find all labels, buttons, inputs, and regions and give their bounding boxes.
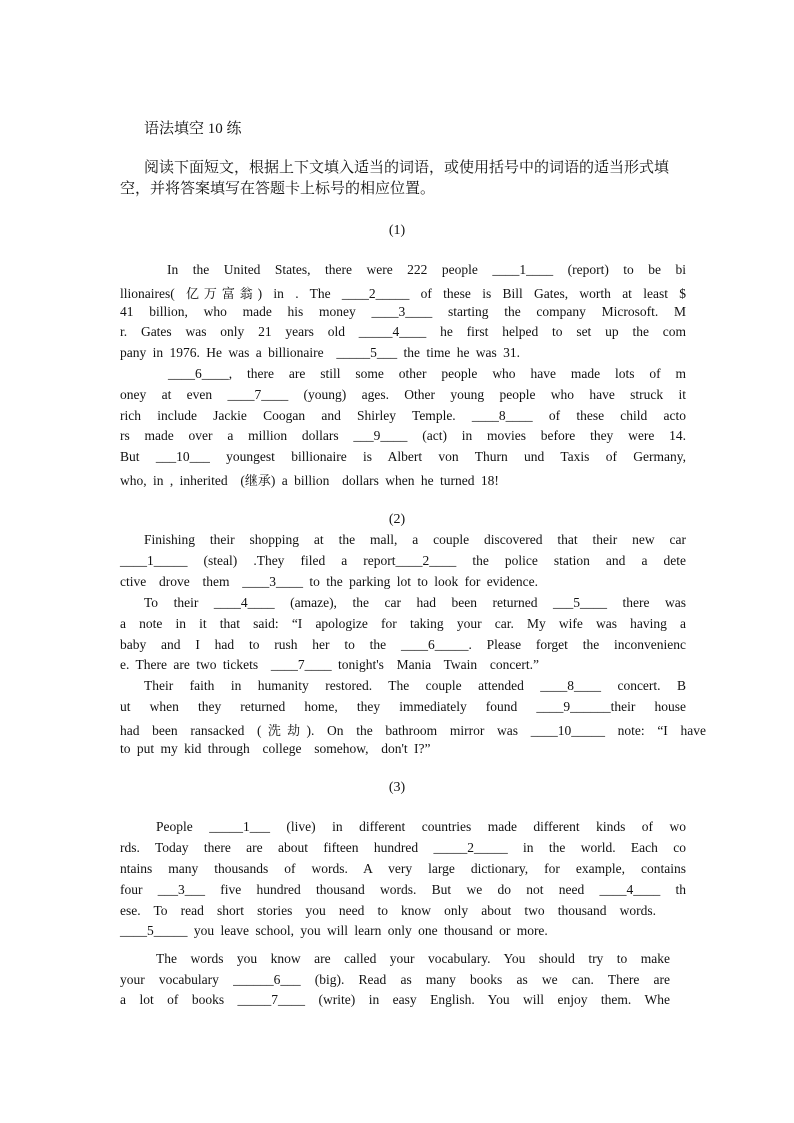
instructions-text: 阅读下面短文，根据上下文填入适当的词语，或使用括号中的词语的适当形式填空，并将答案填写在答题卡上标号的相应位置。 [120,160,670,197]
section-3-line-3: ntains many thousands of words. A very large dictionary, for example, contains [120,861,686,876]
section-2-line-3: ctive drove them ____3____ to the parking lot to look for evidence. [120,574,539,589]
section-2-line-8: Their faith in humanity restored. The couple attended ____8____ concert. B [144,678,686,693]
section-1-line-9: rs made over a million dollars ___9____ (act) in movies before they were 14. [120,428,686,443]
document-title: 语法填空 10 练 [144,121,242,137]
section-1-line-1: In the United States, there were 222 people ____1____ (report) to be bi [167,262,686,277]
instructions [120,158,680,200]
section-2-line-11: to put my kid through college somehow, don't I?” [120,741,431,756]
section-1-line-3: 41 billion, who made his money ____3____ starting the company Microsoft. M [120,304,686,319]
section-1-line-5: pany in 1976. He was a billionaire _____5___ the time he was 31. [120,345,521,360]
section-3-line-7: The words you know are called your vocabulary. You should try to make [156,951,670,966]
section-2-line-1: Finishing their shopping at the mall, a couple discovered that their new car [144,532,686,547]
section-1-line-2: llionaires( 亿万富翁) in . The ____2_____ of these is Bill Gates, worth at least $ [120,286,686,302]
section-3-heading: (3) [388,780,406,795]
section-1-line-11: who, in , inherited (继承) a billion dollars when he turned 18! [120,473,499,489]
section-2-line-4: To their ____4____ (amaze), the car had been returned ___5____ there was [144,595,686,610]
section-2-line-2: ____1_____ (steal) .They filed a report____2____ the police station and a dete [120,553,686,568]
section-1-line-6: ____6____, there are still some other people who have made lots of m [168,366,686,381]
section-1-line-4: r. Gates was only 21 years old _____4____ he first helped to set up the com [120,324,686,339]
section-3-line-8: your vocabulary ______6___ (big). Read as many books as we can. There are [120,972,670,987]
section-2-line-10: had been ransacked (洗劫). On the bathroom mirror was ____10_____ note: “I have [120,723,706,739]
section-1-heading: (1) [388,223,406,238]
section-3-line-2: rds. Today there are about fifteen hundred _____2_____ in the world. Each co [120,840,686,855]
section-2-line-7: e. There are two tickets ____7____ tonight's Mania Twain concert.” [120,657,540,672]
section-1-line-7: oney at even ____7____ (young) ages. Other young people who have struck it [120,387,686,402]
section-2-line-9: ut when they returned home, they immediately found ____9______their house [120,699,686,714]
section-3-line-5: ese. To read short stories you need to know only about two thousand words. [120,903,656,918]
section-1-line-10: But ___10___ youngest billionaire is Albert von Thurn und Taxis of Germany, [120,449,686,464]
section-3-line-4: four ___3___ five hundred thousand words. But we do not need ____4____ th [120,882,686,897]
section-1-line-8: rich include Jackie Coogan and Shirley Temple. ____8____ of these child acto [120,408,686,423]
section-2-line-6: baby and I had to rush her to the ____6_____. Please forget the inconvenienc [120,637,686,652]
section-3-line-9: a lot of books _____7____ (write) in easy English. You will enjoy them. Whe [120,992,670,1007]
section-2-line-5: a note in it that said: “I apologize for taking your car. My wife was having a [120,616,686,631]
section-2-heading: (2) [388,512,406,527]
section-3-line-6: ____5_____ you leave school, you will learn only one thousand or more. [120,923,548,938]
section-3-line-1: People _____1___ (live) in different countries made different kinds of wo [156,819,686,834]
